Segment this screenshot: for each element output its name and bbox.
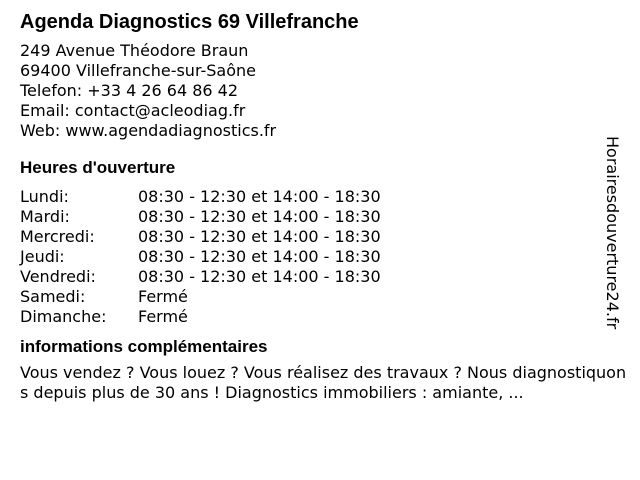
hours-row-mardi [20, 207, 620, 227]
hours-day: Mercredi: [20, 227, 95, 246]
hours-time: 08:30 - 12:30 et 14:00 - 18:30 [138, 187, 381, 206]
hours-row-mercredi [20, 227, 620, 247]
email-address: Email: contact@acleodiag.fr [20, 101, 246, 120]
hours-time: Fermé [138, 307, 188, 326]
address-city: 69400 Villefranche-sur-Saône [20, 61, 257, 80]
hours-day: Dimanche: [20, 307, 107, 326]
website: Web: www.agendadiagnostics.fr [20, 121, 277, 140]
site-watermark: Horairesdouverture24.fr [603, 136, 622, 330]
hours-day: Lundi: [20, 187, 69, 206]
hours-day: Mardi: [20, 207, 70, 226]
hours-row-jeudi [20, 247, 620, 267]
hours-time: Fermé [138, 287, 188, 306]
hours-day: Samedi: [20, 287, 86, 306]
info-heading: informations complémentaires [20, 337, 268, 356]
hours-day: Vendredi: [20, 267, 96, 286]
business-listing [20, 8, 627, 403]
hours-row-samedi [20, 287, 620, 307]
hours-time: 08:30 - 12:30 et 14:00 - 18:30 [138, 227, 381, 246]
hours-row-vendredi [20, 267, 620, 287]
business-name: Agenda Diagnostics 69 Villefranche [20, 11, 359, 33]
hours-table [20, 187, 620, 327]
contact-block [20, 41, 620, 141]
hours-time: 08:30 - 12:30 et 14:00 - 18:30 [138, 267, 381, 286]
address-street: 249 Avenue Théodore Braun [20, 41, 249, 60]
info-description: Vous vendez ? Vous louez ? Vous réalisez des travaux ? Nous diagnostiquons depuis plus de 30 ans ! Diagnostics immobiliers : amiante, ... [20, 363, 627, 402]
hours-time: 08:30 - 12:30 et 14:00 - 18:30 [138, 247, 381, 266]
hours-day: Jeudi: [20, 247, 65, 266]
hours-heading: Heures d'ouverture [20, 158, 176, 177]
hours-time: 08:30 - 12:30 et 14:00 - 18:30 [138, 207, 381, 226]
hours-row-dimanche [20, 307, 620, 327]
hours-row-lundi [20, 187, 620, 207]
phone-number: Telefon: +33 4 26 64 86 42 [20, 81, 239, 100]
